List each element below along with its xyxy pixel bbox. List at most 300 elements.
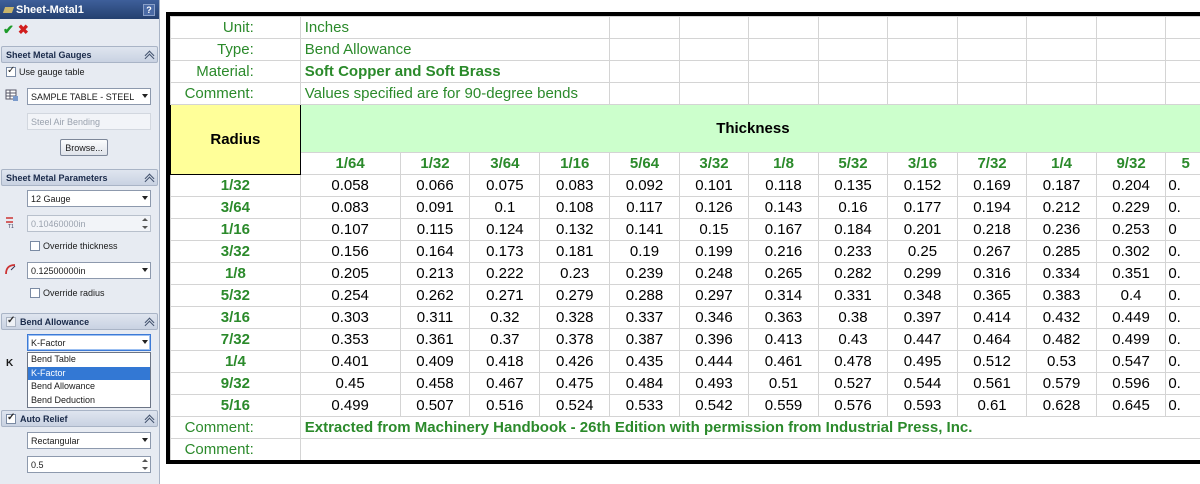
chevron-down-icon [142,268,148,272]
thickness-col-header[interactable]: 5/64 [610,153,680,175]
value-cell[interactable]: 0.126 [679,197,749,219]
value-cell[interactable]: 0.482 [1027,329,1097,351]
value-cell[interactable]: 0.348 [888,285,958,307]
empty-cell[interactable] [1096,83,1166,105]
footer-row [171,439,1200,461]
value-cell[interactable]: 0.38 [818,307,888,329]
radius-cell[interactable]: 3/64 [171,197,301,219]
thickness-col-header[interactable]: 9/32 [1096,153,1166,175]
value-cell[interactable]: 0.353 [300,329,400,351]
info-row [171,61,1200,83]
collapse-icon[interactable] [145,317,154,326]
value-cell[interactable]: 0.181 [540,241,610,263]
value-cell[interactable]: 0.058 [300,175,400,197]
value-cell[interactable]: 0.43 [818,329,888,351]
value-cell[interactable]: 0.32 [470,307,540,329]
value-cell[interactable]: 0. [1166,307,1200,329]
value-cell[interactable]: 0.542 [679,395,749,417]
value-cell[interactable]: 0. [1166,285,1200,307]
radius-cell[interactable]: 5/32 [171,285,301,307]
value-cell[interactable]: 0. [1166,175,1200,197]
value-cell[interactable]: 0.378 [540,329,610,351]
empty-cell[interactable] [610,39,680,61]
value-cell[interactable]: 0.177 [888,197,958,219]
cancel-button[interactable]: ✖ [17,21,29,37]
radius-cell[interactable]: 5/16 [171,395,301,417]
value-cell[interactable]: 0.475 [540,373,610,395]
empty-cell[interactable] [957,83,1027,105]
ok-button[interactable]: ✔ [3,21,14,37]
value-cell[interactable]: 0.579 [1027,373,1097,395]
footer-row [171,417,1200,439]
empty-cell[interactable] [610,17,680,39]
table-row [171,395,1200,417]
thickness-col-header[interactable]: 3/64 [470,153,540,175]
gauge-value: 12 Gauge [31,193,71,204]
bend-table-spreadsheet [166,12,1200,464]
chevron-down-icon [142,438,148,442]
value-cell[interactable]: 0. [1166,373,1200,395]
relief-ratio-input[interactable] [27,456,151,473]
collapse-icon[interactable] [145,50,154,59]
dropdown-option-k-factor[interactable]: K-Factor [28,367,150,381]
empty-cell[interactable] [1027,83,1097,105]
override-radius-row [30,288,105,298]
footer-label[interactable]: Comment: [171,417,301,439]
info-value[interactable]: Inches [300,17,609,39]
collapse-icon[interactable] [145,414,154,423]
thickness-col-header[interactable]: 1/8 [749,153,819,175]
table-row [171,307,1200,329]
value-cell[interactable]: 0.239 [610,263,680,285]
value-cell[interactable]: 0.118 [749,175,819,197]
chevron-down-icon [142,94,148,98]
empty-cell[interactable] [818,17,888,39]
empty-cell[interactable] [818,39,888,61]
value-cell[interactable]: 0.467 [470,373,540,395]
empty-cell[interactable] [1027,17,1097,39]
table-row [171,241,1200,263]
empty-cell[interactable] [679,17,749,39]
value-cell[interactable]: 0.213 [400,263,470,285]
value-cell[interactable]: 0.363 [749,307,819,329]
empty-cell[interactable] [1166,61,1200,83]
value-cell[interactable]: 0.533 [610,395,680,417]
value-cell[interactable]: 0.132 [540,219,610,241]
params-header-label: Sheet Metal Parameters [6,172,108,183]
empty-cell[interactable] [749,17,819,39]
thickness-col-header[interactable]: 1/4 [1027,153,1097,175]
radius-cell[interactable]: 3/32 [171,241,301,263]
bend-table [170,16,1200,461]
use-gauge-checkbox[interactable] [6,67,16,77]
value-cell[interactable]: 0.495 [888,351,958,373]
bend-allowance-header[interactable] [1,313,158,330]
auto-relief-checkbox[interactable] [6,414,16,424]
gauges-group-header[interactable] [1,46,158,63]
value-cell[interactable]: 0.628 [1027,395,1097,417]
relief-ratio-value: 0.5 [31,459,44,470]
value-cell[interactable]: 0.447 [888,329,958,351]
info-value[interactable]: Soft Copper and Soft Brass [300,61,609,83]
value-cell[interactable]: 0.075 [470,175,540,197]
value-cell[interactable]: 0.254 [300,285,400,307]
value-cell[interactable]: 0.216 [749,241,819,263]
gauge-table-icon [5,88,19,102]
empty-cell[interactable] [1166,83,1200,105]
empty-cell[interactable] [957,17,1027,39]
footer-value[interactable]: Extracted from Machinery Handbook - 26th Edition with permission from Industrial Press, Inc. [300,417,1200,439]
value-cell[interactable]: 0.596 [1096,373,1166,395]
value-cell[interactable]: 0.593 [888,395,958,417]
value-cell[interactable]: 0.229 [1096,197,1166,219]
thickness-header[interactable]: Thickness [300,105,1200,153]
value-cell[interactable]: 0.302 [1096,241,1166,263]
info-row [171,39,1200,61]
value-cell[interactable]: 0.418 [470,351,540,373]
value-cell[interactable]: 0.164 [400,241,470,263]
value-cell[interactable]: 0.279 [540,285,610,307]
bend-allowance-checkbox[interactable] [6,317,16,327]
bend-allowance-dropdown [27,352,151,408]
empty-cell[interactable] [888,17,958,39]
value-cell[interactable]: 0.19 [610,241,680,263]
empty-cell[interactable] [1027,39,1097,61]
radius-cell[interactable]: 3/16 [171,307,301,329]
value-cell[interactable]: 0.328 [540,307,610,329]
collapse-icon[interactable] [145,173,154,182]
use-gauge-label: Use gauge table [19,67,85,77]
value-cell[interactable]: 0.288 [610,285,680,307]
value-cell[interactable]: 0.201 [888,219,958,241]
value-cell[interactable]: 0.265 [749,263,819,285]
gauge-table-description [27,113,151,130]
footer-label[interactable]: Comment: [171,439,301,461]
value-cell[interactable]: 0.222 [470,263,540,285]
panel-actions [0,19,159,39]
value-cell[interactable]: 0. [1166,263,1200,285]
table-row [171,373,1200,395]
info-row [171,17,1200,39]
value-cell[interactable]: 0.432 [1027,307,1097,329]
value-cell[interactable]: 0.233 [818,241,888,263]
property-manager-panel [0,0,160,484]
value-cell[interactable]: 0.143 [749,197,819,219]
bend-allowance-group [1,313,158,330]
value-cell[interactable]: 0.507 [400,395,470,417]
empty-cell[interactable] [1096,39,1166,61]
info-label[interactable]: Material: [171,61,301,83]
value-cell[interactable]: 0.297 [679,285,749,307]
value-cell[interactable]: 0.426 [540,351,610,373]
value-cell[interactable]: 0.23 [540,263,610,285]
value-cell[interactable]: 0.61 [957,395,1027,417]
empty-cell[interactable] [610,61,680,83]
value-cell[interactable]: 0.15 [679,219,749,241]
value-cell[interactable]: 0.141 [610,219,680,241]
value-cell[interactable]: 0.484 [610,373,680,395]
value-cell[interactable]: 0.524 [540,395,610,417]
value-cell[interactable]: 0.409 [400,351,470,373]
k-factor-label: K [6,358,14,369]
table-row [171,219,1200,241]
panel-title: Sheet-Metal1 [16,3,84,16]
help-button[interactable]: ? [143,4,155,16]
value-cell[interactable]: 0.101 [679,175,749,197]
value-cell[interactable]: 0.444 [679,351,749,373]
empty-cell[interactable] [888,39,958,61]
value-cell[interactable]: 0.204 [1096,175,1166,197]
bend-radius-value: 0.12500000in [31,265,86,276]
value-cell[interactable]: 0.285 [1027,241,1097,263]
value-cell[interactable]: 0.576 [818,395,888,417]
panel-title-bar [0,0,159,19]
value-cell[interactable]: 0.493 [679,373,749,395]
value-cell[interactable]: 0.311 [400,307,470,329]
empty-cell[interactable] [1096,17,1166,39]
value-cell[interactable]: 0. [1166,329,1200,351]
empty-cell[interactable] [1096,61,1166,83]
empty-cell[interactable] [1166,39,1200,61]
bend-allowance-selected: K-Factor [31,337,66,348]
table-row [171,175,1200,197]
empty-cell[interactable] [818,61,888,83]
auto-relief-header[interactable] [1,410,158,427]
value-cell[interactable]: 0.414 [957,307,1027,329]
value-cell[interactable]: 0.194 [957,197,1027,219]
value-cell[interactable]: 0.478 [818,351,888,373]
dropdown-option-bend-table[interactable]: Bend Table [31,354,76,364]
footer-value[interactable] [300,439,1200,461]
value-cell[interactable]: 0.461 [749,351,819,373]
value-cell[interactable]: 0.51 [749,373,819,395]
empty-cell[interactable] [749,61,819,83]
value-cell[interactable]: 0.316 [957,263,1027,285]
value-cell[interactable]: 0.314 [749,285,819,307]
value-cell[interactable]: 0.115 [400,219,470,241]
bend-allowance-select[interactable] [27,334,151,351]
thickness-col-header[interactable]: 1/16 [540,153,610,175]
value-cell[interactable]: 0.083 [300,197,400,219]
override-thickness-row [30,241,118,251]
value-cell[interactable]: 0.173 [470,241,540,263]
value-cell[interactable]: 0.527 [818,373,888,395]
value-cell[interactable]: 0.107 [300,219,400,241]
value-cell[interactable]: 0.334 [1027,263,1097,285]
empty-cell[interactable] [749,39,819,61]
value-cell[interactable]: 0.092 [610,175,680,197]
value-cell[interactable]: 0.091 [400,197,470,219]
value-cell[interactable]: 0.066 [400,175,470,197]
value-cell[interactable]: 0.25 [888,241,958,263]
value-cell[interactable]: 0.383 [1027,285,1097,307]
params-group [1,169,158,186]
value-cell[interactable]: 0.45 [300,373,400,395]
dropdown-option-bend-deduction[interactable]: Bend Deduction [31,394,96,405]
value-cell[interactable]: 0.449 [1096,307,1166,329]
relief-type-value: Rectangular [31,435,80,446]
header-row [171,105,1200,153]
value-cell[interactable]: 0.212 [1027,197,1097,219]
thickness-columns-row [171,153,1200,175]
gauges-group [1,46,158,63]
params-group-header[interactable] [1,169,158,186]
thickness-col-header[interactable]: 1/64 [300,153,400,175]
value-cell[interactable]: 0.303 [300,307,400,329]
value-cell[interactable]: 0.253 [1096,219,1166,241]
value-cell[interactable]: 0.337 [610,307,680,329]
value-cell[interactable]: 0.387 [610,329,680,351]
value-cell[interactable]: 0.499 [300,395,400,417]
value-cell[interactable]: 0.37 [470,329,540,351]
value-cell[interactable]: 0. [1166,351,1200,373]
info-label[interactable]: Type: [171,39,301,61]
value-cell[interactable]: 0.262 [400,285,470,307]
value-cell[interactable]: 0.458 [400,373,470,395]
value-cell[interactable]: 0. [1166,395,1200,417]
value-cell[interactable]: 0.645 [1096,395,1166,417]
radius-cell[interactable]: 1/16 [171,219,301,241]
empty-cell[interactable] [1166,17,1200,39]
empty-cell[interactable] [610,83,680,105]
value-cell[interactable]: 0.083 [540,175,610,197]
override-thickness-checkbox[interactable] [30,241,40,251]
thickness-col-header[interactable]: 5/32 [818,153,888,175]
info-label[interactable]: Comment: [171,83,301,105]
value-cell[interactable]: 0.4 [1096,285,1166,307]
empty-cell[interactable] [1027,61,1097,83]
value-cell[interactable]: 0.516 [470,395,540,417]
thickness-icon [4,215,18,229]
value-cell[interactable]: 0.167 [749,219,819,241]
bend-radius-icon [4,262,18,276]
override-thickness-label: Override thickness [43,241,118,251]
override-radius-checkbox[interactable] [30,288,40,298]
empty-cell[interactable] [818,83,888,105]
gauge-table-value: SAMPLE TABLE - STEEL [31,91,135,102]
value-cell[interactable]: 0.401 [300,351,400,373]
value-cell[interactable]: 0.299 [888,263,958,285]
dropdown-option-bend-allowance[interactable]: Bend Allowance [31,381,96,391]
empty-cell[interactable] [749,83,819,105]
radius-cell[interactable]: 1/4 [171,351,301,373]
info-value[interactable]: Bend Allowance [300,39,609,61]
empty-cell[interactable] [679,83,749,105]
spinner-icon[interactable] [141,217,149,230]
radius-cell[interactable]: 7/32 [171,329,301,351]
empty-cell[interactable] [957,61,1027,83]
value-cell[interactable]: 0.365 [957,285,1027,307]
empty-cell[interactable] [888,61,958,83]
bend-radius-input[interactable] [27,262,151,279]
table-row [171,197,1200,219]
thickness-col-header[interactable]: 7/32 [957,153,1027,175]
empty-cell[interactable] [957,39,1027,61]
radius-cell[interactable]: 1/32 [171,175,301,197]
thickness-input[interactable] [27,215,151,232]
override-radius-label: Override radius [43,288,105,298]
value-cell[interactable]: 0.1 [470,197,540,219]
chevron-down-icon [142,196,148,200]
thickness-col-header[interactable]: 3/16 [888,153,958,175]
value-cell[interactable]: 0.218 [957,219,1027,241]
value-cell[interactable]: 0.397 [888,307,958,329]
value-cell[interactable]: 0.267 [957,241,1027,263]
thickness-col-header[interactable]: 3/32 [679,153,749,175]
value-cell[interactable]: 0.413 [749,329,819,351]
thickness-col-header[interactable]: 1/32 [400,153,470,175]
value-cell[interactable]: 0 [1166,219,1200,241]
value-cell[interactable]: 0.135 [818,175,888,197]
value-cell[interactable]: 0.346 [679,307,749,329]
browse-button[interactable]: Browse... [60,139,108,156]
value-cell[interactable]: 0.169 [957,175,1027,197]
value-cell[interactable]: 0.559 [749,395,819,417]
value-cell[interactable]: 0.561 [957,373,1027,395]
use-gauge-row [6,67,85,77]
radius-cell[interactable]: 1/8 [171,263,301,285]
value-cell[interactable]: 0.236 [1027,219,1097,241]
info-label[interactable]: Unit: [171,17,301,39]
value-cell[interactable]: 0.156 [300,241,400,263]
empty-cell[interactable] [888,83,958,105]
value-cell[interactable]: 0.512 [957,351,1027,373]
value-cell[interactable]: 0.331 [818,285,888,307]
value-cell[interactable]: 0.396 [679,329,749,351]
empty-cell[interactable] [679,61,749,83]
value-cell[interactable]: 0.152 [888,175,958,197]
value-cell[interactable]: 0.205 [300,263,400,285]
chevron-down-icon [142,340,148,344]
value-cell[interactable]: 0.544 [888,373,958,395]
value-cell[interactable]: 0.199 [679,241,749,263]
value-cell[interactable]: 0. [1166,197,1200,219]
table-row [171,263,1200,285]
value-cell[interactable]: 0.282 [818,263,888,285]
table-row [171,351,1200,373]
info-value[interactable]: Values specified are for 90-degree bends [300,83,609,105]
info-row [171,83,1200,105]
value-cell[interactable]: 0.435 [610,351,680,373]
gauge-table-select[interactable] [27,88,151,105]
relief-type-select[interactable] [27,432,151,449]
value-cell[interactable]: 0.248 [679,263,749,285]
value-cell[interactable]: 0.464 [957,329,1027,351]
thickness-col-header[interactable]: 5 [1166,153,1200,175]
value-cell[interactable]: 0.16 [818,197,888,219]
value-cell[interactable]: 0.108 [540,197,610,219]
value-cell[interactable]: 0.499 [1096,329,1166,351]
value-cell[interactable]: 0.361 [400,329,470,351]
value-cell[interactable]: 0.124 [470,219,540,241]
value-cell[interactable]: 0. [1166,241,1200,263]
value-cell[interactable]: 0.547 [1096,351,1166,373]
gauge-select[interactable] [27,190,151,207]
sheet-metal-icon [3,4,14,15]
spinner-icon[interactable] [141,458,149,471]
value-cell[interactable]: 0.53 [1027,351,1097,373]
empty-cell[interactable] [679,39,749,61]
value-cell[interactable]: 0.117 [610,197,680,219]
value-cell[interactable]: 0.271 [470,285,540,307]
value-cell[interactable]: 0.351 [1096,263,1166,285]
radius-cell[interactable]: 9/32 [171,373,301,395]
radius-header[interactable]: Radius [171,105,301,175]
value-cell[interactable]: 0.184 [818,219,888,241]
table-row [171,329,1200,351]
value-cell[interactable]: 0.187 [1027,175,1097,197]
gauge-table-desc-text: Steel Air Bending [31,116,101,127]
